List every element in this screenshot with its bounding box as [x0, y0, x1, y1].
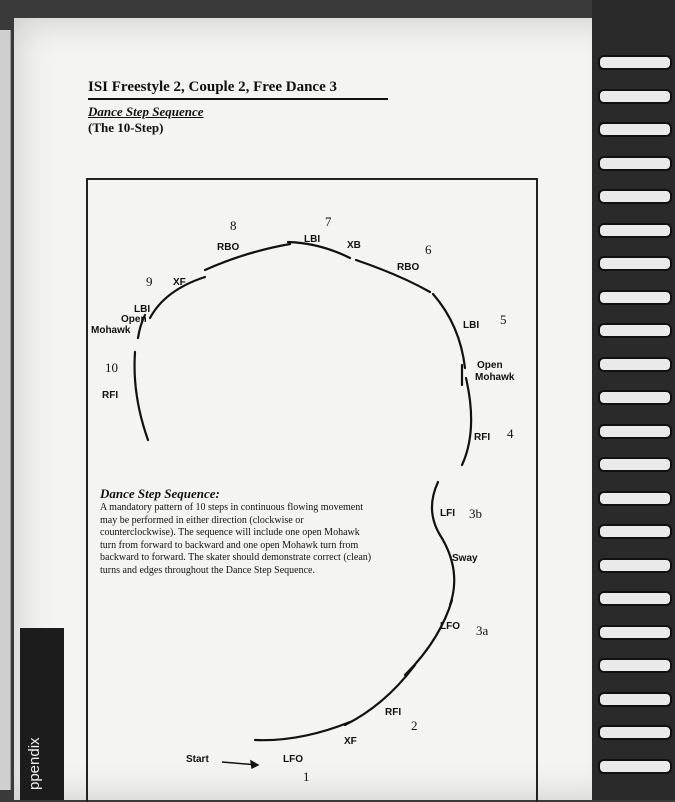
step-8-edge: RBO [217, 242, 240, 253]
step-9-mohawk: Mohawk [91, 325, 131, 336]
step-4-number: 4 [507, 426, 514, 441]
start-label: Start [186, 754, 209, 765]
step-3b-edge: LFI [440, 508, 455, 519]
step-2-edge: RFI [385, 707, 402, 718]
binding-ring [598, 89, 672, 104]
binding-ring [598, 457, 672, 472]
binding-ring [598, 625, 672, 640]
binding-ring [598, 558, 672, 573]
step-6-edge: RBO [397, 262, 420, 273]
step-5-edge: LBI [463, 320, 480, 331]
binding-ring [598, 256, 672, 271]
binding-ring [598, 323, 672, 338]
step-1-edge: LFO [283, 754, 303, 765]
section-subtitle-note: (The 10-Step) [88, 120, 164, 135]
binding-ring [598, 189, 672, 204]
page-title: ISI Freestyle 2, Couple 2, Free Dance 3 [88, 79, 388, 100]
step-6-number: 6 [425, 242, 432, 257]
binding-ring [598, 591, 672, 606]
step-10-edge: RFI [102, 390, 119, 401]
binding-ring [598, 424, 672, 439]
binding-ring [598, 524, 672, 539]
step-3a-edge: LFO [440, 621, 460, 632]
edge-10-rfi [135, 352, 148, 440]
edge-5-lbi [433, 294, 465, 368]
binding-ring [598, 692, 672, 707]
binding-ring [598, 759, 672, 774]
edge-1-xf [255, 722, 350, 740]
binding-ring [598, 290, 672, 305]
description-heading: Dance Step Sequence: [100, 486, 220, 501]
edge-3a-lfo [405, 600, 452, 675]
binding-ring [598, 357, 672, 372]
step-9-number: 9 [146, 274, 153, 289]
step-5-open: Open [477, 360, 503, 371]
binding-ring [598, 390, 672, 405]
edge-4-rfi [462, 378, 471, 465]
step-4-edge: RFI [474, 432, 491, 443]
step-7-edge: LBI [304, 234, 321, 245]
binding-ring [598, 725, 672, 740]
start-arrow-head [251, 761, 258, 768]
binding-ring [598, 122, 672, 137]
step-3b-number: 3b [469, 506, 482, 521]
binding-ring [598, 55, 672, 70]
step-1-cross: XF [344, 736, 357, 747]
step-5-number: 5 [500, 312, 507, 327]
step-8-number: 8 [230, 218, 237, 233]
step-10-number: 10 [105, 360, 118, 375]
step-7-cross: XB [347, 240, 361, 251]
step-9-cross: XF [173, 277, 186, 288]
step-9-open: Open [121, 314, 147, 325]
edge-3b-sway [440, 535, 454, 605]
appendix-tab-label: ppendix [26, 737, 43, 790]
step-9-edge: LBI [134, 304, 151, 315]
edge-3b-lfi [432, 482, 440, 535]
step-7-number: 7 [325, 214, 332, 229]
step-3a-number: 3a [476, 623, 489, 638]
section-subtitle: Dance Step Sequence [88, 104, 204, 119]
binding-ring [598, 223, 672, 238]
step-5-mohawk: Mohawk [475, 372, 515, 383]
step-2-number: 2 [411, 718, 418, 733]
step-1-number: 1 [303, 769, 310, 784]
binding-ring [598, 658, 672, 673]
binding-ring [598, 491, 672, 506]
binding-ring [598, 156, 672, 171]
description-body: A mandatory pattern of 10 steps in continuous flowing movement may be performed in either direction (clockwise or counterclockwise). The sequence will include one open Mohawk turn from forward to backward and one open Mohawk turn from backward to forward. The skater should demonstrate correct (clean) turns and edges throughout the Dance Step Sequence. [100, 502, 372, 576]
step-sway: Sway [452, 553, 478, 564]
